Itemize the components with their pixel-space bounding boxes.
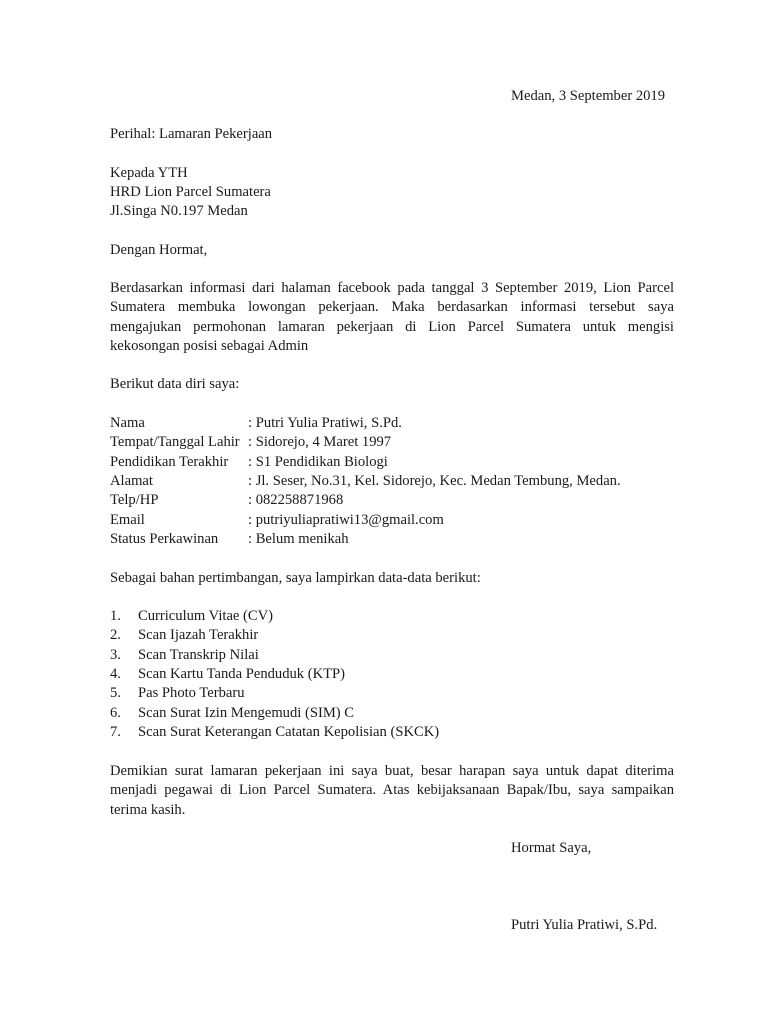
data-value: : Putri Yulia Pratiwi, S.Pd. xyxy=(248,415,402,431)
data-label: Nama xyxy=(110,415,145,431)
list-text: Scan Kartu Tanda Penduduk (KTP) xyxy=(138,666,346,682)
data-value: : Sidorejo, 4 Maret 1997 xyxy=(248,434,392,450)
recipient-line-3: Jl.Singa N0.197 Medan xyxy=(110,203,248,219)
closing-line: menjadi pegawai di Lion Parcel Sumatera. Atas kebijaksanaan Bapak/Ibu, saya sampaikan xyxy=(110,782,674,799)
list-number: 7. xyxy=(110,724,121,740)
date-line: Medan, 3 September 2019 xyxy=(511,88,666,104)
list-number: 4. xyxy=(110,666,121,682)
data-value: : Belum menikah xyxy=(248,531,349,547)
list-number: 5. xyxy=(110,685,121,701)
intro-paragraph xyxy=(110,279,674,357)
data-label: Email xyxy=(110,512,145,528)
intro-line: mengajukan permohonan lamaran pekerjaan di Lion Parcel Sumatera untuk mengisi xyxy=(110,318,674,335)
data-label: Tempat/Tanggal Lahir xyxy=(110,434,240,450)
data-label: Status Perkawinan xyxy=(110,531,219,547)
data-value: : S1 Pendidikan Biologi xyxy=(248,454,388,470)
regards: Hormat Saya, xyxy=(511,840,592,856)
signature-name: Putri Yulia Pratiwi, S.Pd. xyxy=(511,917,658,933)
salutation: Dengan Hormat, xyxy=(110,242,208,258)
list-text: Curriculum Vitae (CV) xyxy=(138,608,274,624)
list-text: Scan Surat Keterangan Catatan Kepolisian (SKCK) xyxy=(138,724,440,740)
data-label: Alamat xyxy=(110,473,153,489)
list-number: 1. xyxy=(110,608,121,624)
list-text: Scan Surat Izin Mengemudi (SIM) C xyxy=(138,705,355,721)
list-text: Pas Photo Terbaru xyxy=(138,685,245,701)
list-text: Scan Ijazah Terakhir xyxy=(138,627,259,643)
list-number: 2. xyxy=(110,627,121,643)
closing-line: terima kasih. xyxy=(110,801,186,818)
attachments-intro: Sebagai bahan pertimbangan, saya lampirkan data-data berikut: xyxy=(110,570,481,586)
intro-line: kekosongan posisi sebagai Admin xyxy=(110,338,309,355)
intro-line: Sumatera membuka lowongan pekerjaan. Maka berdasarkan informasi tersebut saya xyxy=(110,299,674,316)
data-intro: Berikut data diri saya: xyxy=(110,376,240,392)
list-number: 3. xyxy=(110,647,121,663)
data-value: : Jl. Seser, No.31, Kel. Sidorejo, Kec. Medan Tembung, Medan. xyxy=(248,473,621,489)
list-number: 6. xyxy=(110,705,121,721)
subject-line: Perihal: Lamaran Pekerjaan xyxy=(110,126,273,142)
data-value: : putriyuliapratiwi13@gmail.com xyxy=(248,512,444,528)
list-text: Scan Transkrip Nilai xyxy=(138,647,259,663)
intro-line: Berdasarkan informasi dari halaman facebook pada tanggal 3 September 2019, Lion Parcel xyxy=(110,280,674,296)
data-label: Pendidikan Terakhir xyxy=(110,454,229,470)
data-value: : 082258871968 xyxy=(248,492,344,508)
data-label: Telp/HP xyxy=(110,492,159,508)
recipient-line-1: Kepada YTH xyxy=(110,165,188,181)
recipient-line-2: HRD Lion Parcel Sumatera xyxy=(110,184,271,200)
closing-line: Demikian surat lamaran pekerjaan ini saya buat, besar harapan saya untuk dapat diterima xyxy=(110,763,674,779)
closing-paragraph xyxy=(110,762,674,820)
